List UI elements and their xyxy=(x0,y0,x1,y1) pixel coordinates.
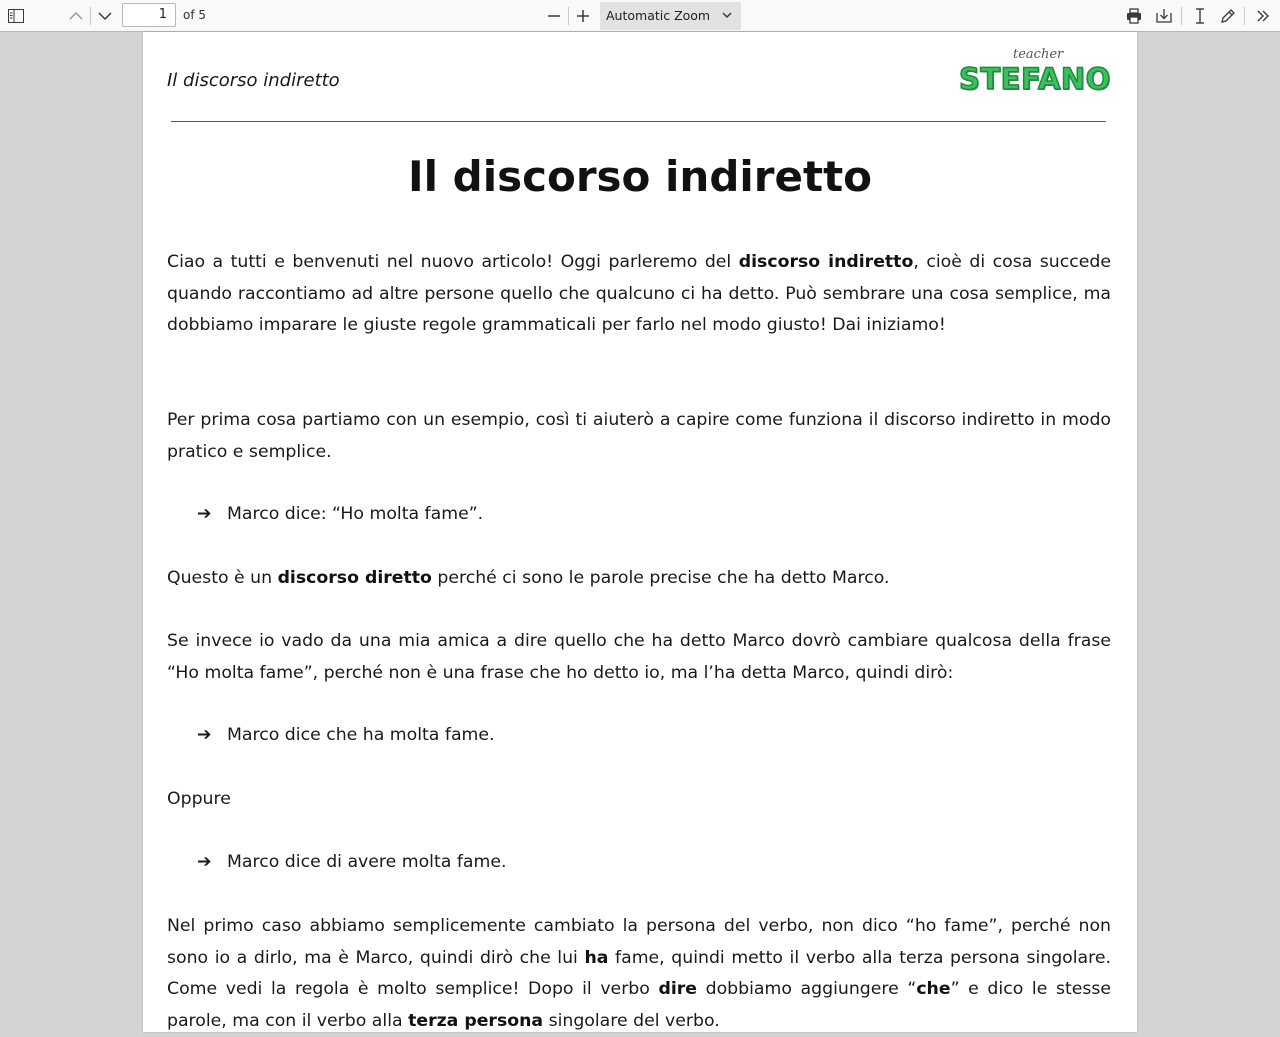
example-direct xyxy=(197,504,483,524)
example-text: Marco dice: “Ho molta fame”. xyxy=(227,504,484,524)
paragraph-text: dobbiamo aggiungere “ xyxy=(697,979,917,1000)
bold-term: che xyxy=(916,979,951,1000)
download-icon xyxy=(1156,8,1172,24)
paragraph-text: perché ci sono le parole precise che ha detto Marco. xyxy=(431,568,890,588)
example-text: Marco dice che ha molta fame. xyxy=(227,725,495,745)
pdf-page xyxy=(143,32,1137,1032)
bold-term: discorso indiretto xyxy=(738,252,914,272)
save-button[interactable] xyxy=(1151,3,1177,29)
logo-stefano: STEFANO xyxy=(959,62,1111,96)
previous-page-button[interactable] xyxy=(63,3,89,29)
bold-term: terza persona xyxy=(408,1010,544,1031)
print-button[interactable] xyxy=(1121,3,1147,29)
document-title: Il discorso indiretto xyxy=(407,152,872,201)
zoom-select[interactable] xyxy=(600,2,741,30)
tools-menu-button[interactable] xyxy=(1250,3,1276,29)
example-indirect-2 xyxy=(197,852,506,872)
text-cursor-icon xyxy=(1194,8,1206,24)
example-text: Marco dice di avere molta fame. xyxy=(227,852,507,872)
paragraph-text: Nel primo caso abbiamo semplicemente cambiato la persona del verbo, non dico “ho fame”, perché non sono io a dirlo, ma è Marco, quindi dirò che lui xyxy=(167,916,1111,968)
bold-term: ha xyxy=(584,947,609,968)
draw-tool-button[interactable] xyxy=(1215,3,1241,29)
paragraph-text: ” e dico le stesse parole, ma con il verbo alla xyxy=(167,979,1111,1031)
arrow-icon: ➔ xyxy=(197,504,212,524)
paragraph-rule xyxy=(167,911,1111,1037)
pencil-icon xyxy=(1220,8,1236,24)
arrow-icon: ➔ xyxy=(197,725,212,745)
sidebar-toggle-icon xyxy=(8,9,24,23)
zoom-in-icon xyxy=(576,9,590,23)
paragraph-example-intro: Per prima cosa partiamo con un esempio, così ti aiuterò a capire come funziona il discorso indiretto in modo pratico e semplice. xyxy=(167,410,1111,462)
paragraph-intro xyxy=(167,247,1111,342)
chevron-down-icon xyxy=(98,11,112,21)
page-count-label: of 5 xyxy=(183,8,207,22)
paragraph-text: Ciao a tutti e benvenuti nel nuovo articolo! Oggi parleremo del xyxy=(167,252,739,272)
chevron-up-icon xyxy=(69,11,83,21)
logo-teacher-text: teacher xyxy=(1013,47,1064,62)
paragraph-oppure: Oppure xyxy=(167,789,231,809)
page-number-input[interactable]: 1 xyxy=(122,3,176,27)
paragraph-text: singolare del verbo. xyxy=(543,1010,720,1031)
zoom-select-label: Automatic Zoom xyxy=(606,8,711,23)
zoom-in-button[interactable] xyxy=(570,3,596,29)
print-icon xyxy=(1126,8,1142,24)
bold-term: discorso diretto xyxy=(277,568,432,588)
paragraph-text: fame, quindi metto il verbo alla terza persona singolare. Come vedi la regola è molto semplice! Dopo il verbo xyxy=(167,947,1111,1000)
bold-term: dire xyxy=(658,979,698,1000)
paragraph-text: , cioè di cosa succede quando raccontiamo ad altre persone quello che qualcuno ci ha detto. Può sembrare una cosa semplice, ma dobbiamo imparare le giuste regole grammaticali per farlo nel modo giusto! Dai iniziamo! xyxy=(167,252,1111,336)
zoom-out-button[interactable] xyxy=(541,3,567,29)
pdf-toolbar xyxy=(0,0,1280,32)
example-indirect-1 xyxy=(197,725,495,745)
paragraph-indirect-explanation: Se invece io vado da una mia amica a dire quello che ha detto Marco dovrò cambiare qualcosa della frase “Ho molta fame”, perché non è una frase che ho detto io, ma l’ha detta Marco, quindi dirò: xyxy=(167,631,1111,683)
chevron-down-icon xyxy=(721,9,733,21)
sidebar-toggle-button[interactable] xyxy=(3,3,29,29)
arrow-icon: ➔ xyxy=(197,852,212,872)
paragraph-direct-speech xyxy=(167,563,1111,595)
header-divider xyxy=(171,121,1106,122)
text-select-tool-button[interactable] xyxy=(1187,3,1213,29)
paragraph-text: Questo è un xyxy=(167,568,278,588)
double-chevron-right-icon xyxy=(1256,9,1270,23)
next-page-button[interactable] xyxy=(92,3,118,29)
zoom-out-icon xyxy=(547,9,561,23)
running-header: Il discorso indiretto xyxy=(167,70,340,91)
